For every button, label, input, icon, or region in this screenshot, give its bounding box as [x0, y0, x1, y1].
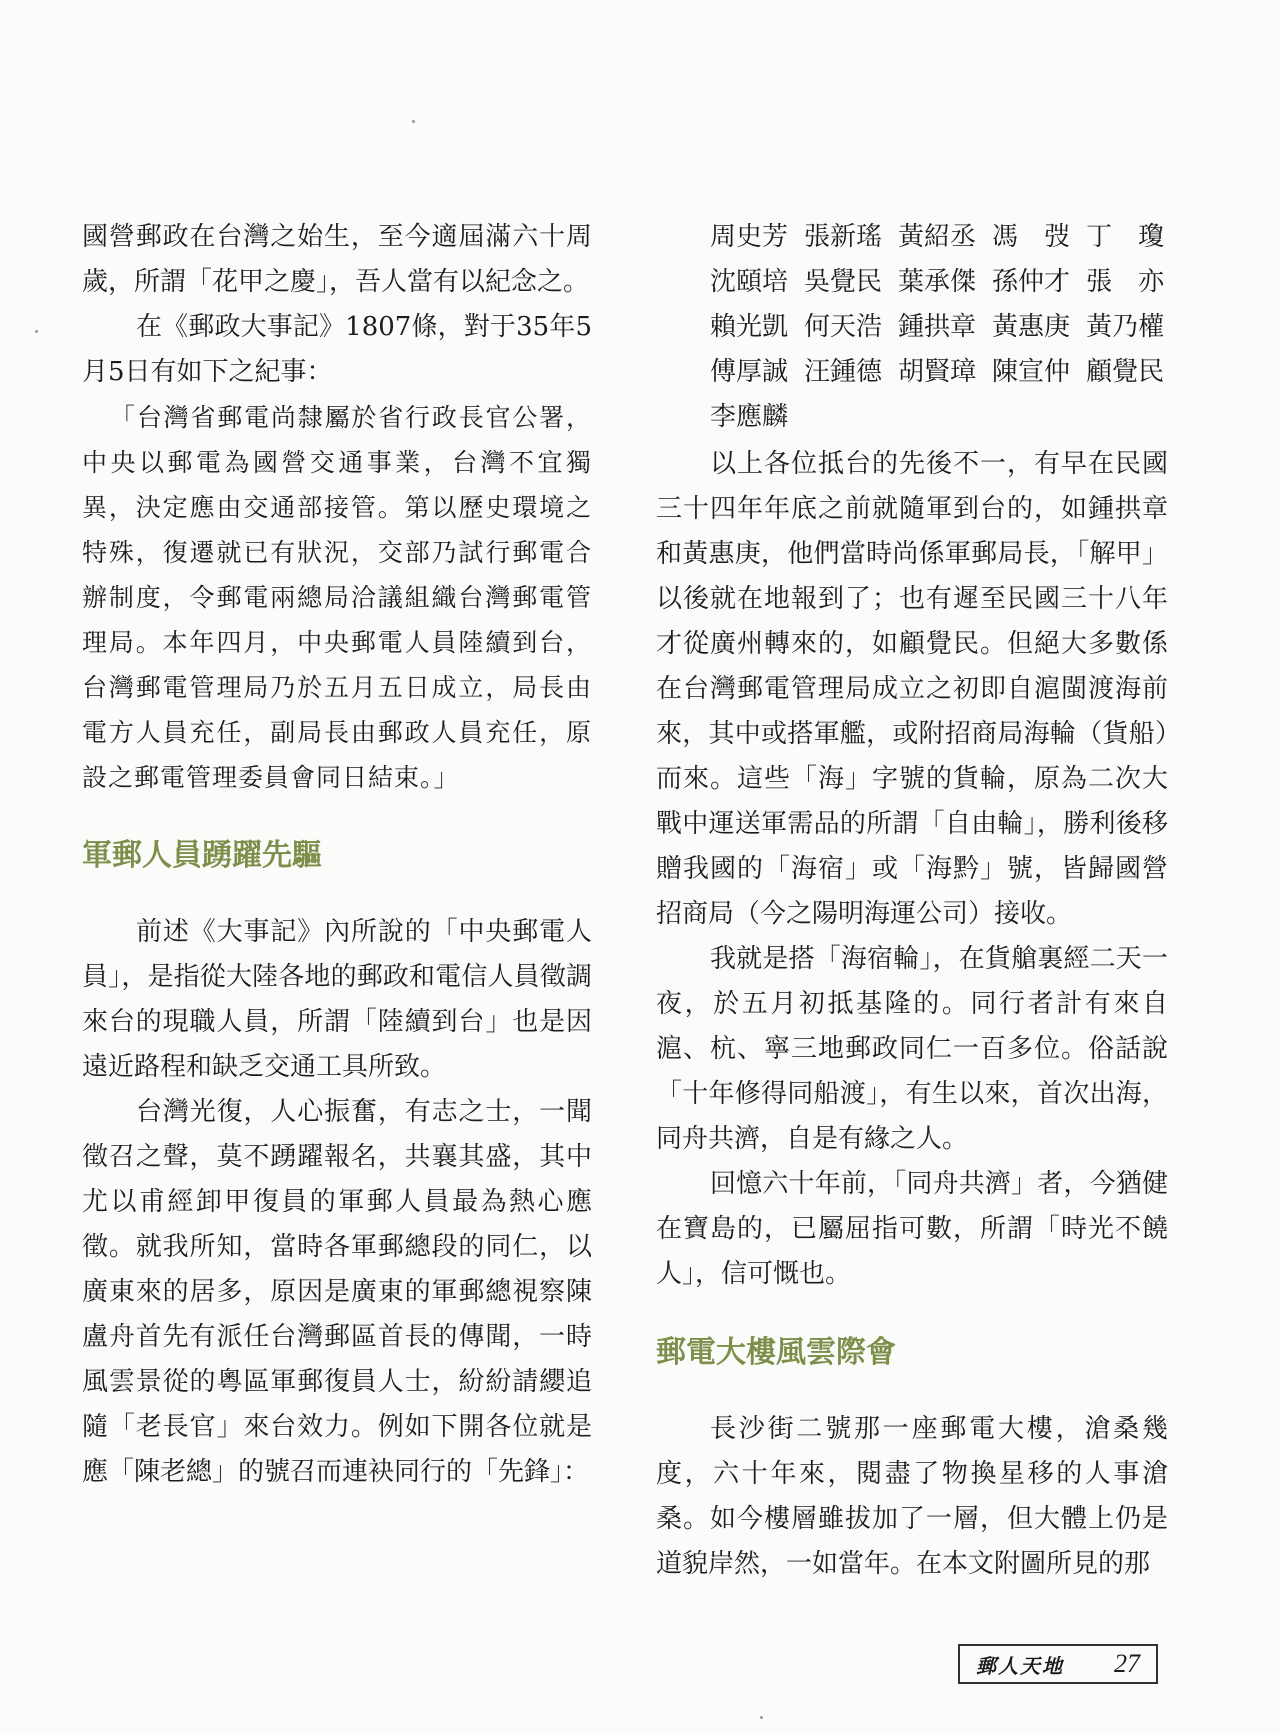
person-name: 何天浩: [804, 312, 883, 342]
scan-speck: [35, 330, 38, 333]
person-name: 鍾拱章: [898, 312, 977, 342]
scan-speck: [412, 120, 415, 123]
scan-speck: [760, 1716, 763, 1719]
page-footer: [958, 1644, 1158, 1684]
person-name: 吳覺民: [804, 267, 883, 297]
chronicle-quote: 「台灣省郵電尚隸屬於省行政長官公署，中央以郵電為國營交通事業，台灣不宜獨異，決定應由交通部接管。第以歷史環境之特殊，復遷就已有狀況，交部乃試行郵電合辦制度，令郵電兩總局洽議組織台灣郵電管理局。本年四月，中央郵電人員陸續到台，台灣郵電管理局乃於五月五日成立，局長由電方人員充任，副局長由郵政人員充任，原設之郵電管理委員會同日結束。」: [82, 403, 592, 792]
body-paragraph: 前述《大事記》內所說的「中央郵電人員」，是指從大陸各地的郵政和電信人員徵調來台的現職人員，所謂「陸續到台」也是因遠近路程和缺乏交通工具所致。: [82, 917, 592, 1082]
person-name: 顧覺民: [1086, 357, 1165, 387]
person-name: 胡賢璋: [898, 357, 977, 387]
right-column: [656, 215, 1168, 1587]
names-row: [710, 260, 1168, 305]
person-name: 沈頤培: [710, 267, 789, 297]
person-name: 傅厚誠: [710, 357, 789, 387]
names-list: [710, 215, 1168, 440]
body-paragraph: 長沙街二號那一座郵電大樓，滄桑幾度，六十年來，閱盡了物換星移的人事滄桑。如今樓層雖拔加了一層，但大體上仍是道貌岸然，一如當年。在本文附圖所見的那: [656, 1414, 1168, 1579]
person-name: 黃紹丞: [898, 222, 977, 252]
person-name: 陳宣仲: [992, 357, 1071, 387]
body-paragraph: 以上各位抵台的先後不一，有早在民國三十四年年底之前就隨軍到台的，如鍾拱章和黃惠庚，他們當時尚係軍郵局長，「解甲」以後就在地報到了；也有遲至民國三十八年才從廣州轉來的，如顧覺民。但絕大多數係在台灣郵電管理局成立之初即自滬閩渡海前來，其中或搭軍艦，或附招商局海輪（貨船）而來。這些「海」字號的貨輪，原為二次大戰中運送軍需品的所謂「自由輪」，勝利後移贈我國的「海宿」或「海黔」號，皆歸國營招商局（今之陽明海運公司）接收。: [656, 449, 1168, 929]
body-paragraph: 我就是搭「海宿輪」，在貨艙裏經二天一夜，於五月初抵基隆的。同行者計有來自滬、杭、寧三地郵政同仁一百多位。俗話說「十年修得同船渡」，有生以來，首次出海，同舟共濟，自是有緣之人。: [656, 944, 1168, 1154]
person-name: 賴光凱: [710, 312, 789, 342]
page-number: 27: [1114, 1649, 1140, 1678]
person-name: 汪鍾德: [804, 357, 883, 387]
person-name: 黃惠庚: [992, 312, 1071, 342]
section-heading-military-post: 軍郵人員踴躍先驅: [82, 838, 322, 873]
person-name: 李應麟: [710, 402, 789, 432]
left-column: [82, 215, 592, 1495]
section-heading-post-building: 郵電大樓風雲際會: [656, 1335, 896, 1370]
chronicle-intro-paragraph: 在《郵政大事記》1807條，對于35年5月5日有如下之紀事：: [82, 312, 592, 387]
person-name: 馮 弢: [992, 222, 1071, 252]
person-name: 張新瑤: [804, 222, 883, 252]
names-row: [710, 395, 1168, 440]
names-row: [710, 350, 1168, 395]
person-name: 張 亦: [1086, 267, 1165, 297]
person-name: 黃乃權: [1086, 312, 1165, 342]
body-paragraph: 回憶六十年前，「同舟共濟」者，今猶健在寶島的，已屬屈指可數，所謂「時光不饒人」，信可慨也。: [656, 1169, 1168, 1289]
person-name: 丁 瓊: [1086, 222, 1165, 252]
person-name: 葉承傑: [898, 267, 977, 297]
names-row: [710, 305, 1168, 350]
magazine-title: 郵人天地: [976, 1653, 1064, 1678]
body-paragraph: 台灣光復，人心振奮，有志之士，一聞徵召之聲，莫不踴躍報名，共襄其盛，其中尤以甫經卸甲復員的軍郵人員最為熱心應徵。就我所知，當時各軍郵總段的同仁，以廣東來的居多，原因是廣東的軍郵總視察陳盧舟首先有派任台灣郵區首長的傳聞，一時風雲景從的粵區軍郵復員人士，紛紛請纓追隨「老長官」來台效力。例如下開各位就是應「陳老總」的號召而連袂同行的「先鋒」：: [82, 1097, 592, 1487]
person-name: 孫仲才: [992, 267, 1071, 297]
person-name: 周史芳: [710, 222, 789, 252]
names-row: [710, 215, 1168, 260]
intro-paragraph: 國營郵政在台灣之始生，至今適屆滿六十周歲，所謂「花甲之慶」，吾人當有以紀念之。: [82, 222, 592, 297]
